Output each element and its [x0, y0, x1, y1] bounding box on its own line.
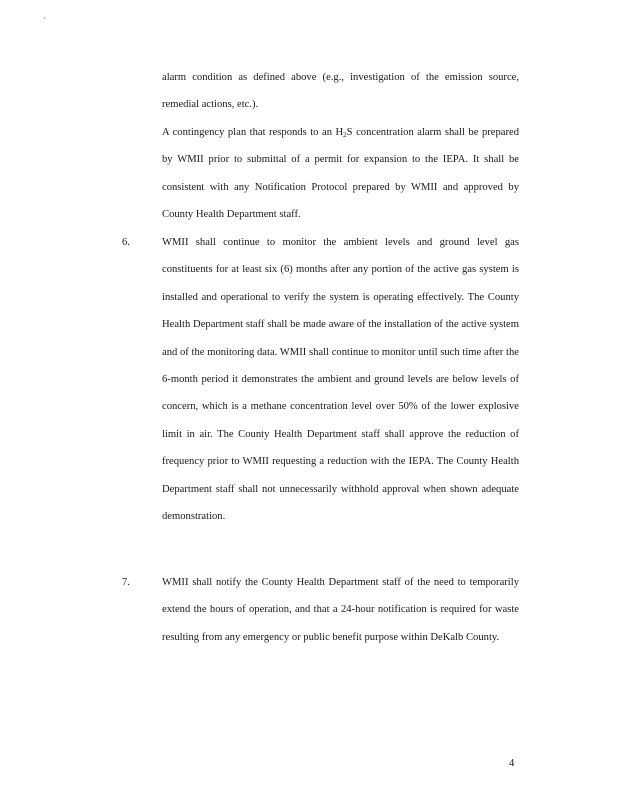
h2s-subscript: 2 — [343, 131, 347, 139]
contingency-text-end: S concentration alarm shall be prepared by WMII prior to submittal of a permit for expansion to the IEPA. It shall be consistent with any Notification Protocol prepared by WMII and approved by County Health Department staff. — [162, 127, 519, 221]
item-6-number: 6. — [122, 237, 130, 248]
continued-paragraph: alarm condition as defined above (e.g., investigation of the emission source, remedial actions, etc.). — [162, 72, 519, 111]
corner-mark: ` — [43, 16, 46, 26]
contingency-plan-paragraph — [162, 119, 519, 229]
page-number: 4 — [509, 758, 515, 769]
item-7-text: WMII shall notify the County Health Department staff of the need to temporarily extend the hours of operation, and that a 24-hour notification is required for waste resulting from any emergency or public benefit purpose within DeKalb County. — [162, 577, 519, 643]
contingency-text-start: A contingency plan that responds to an H — [162, 127, 344, 138]
item-7-number: 7. — [122, 577, 130, 588]
item-6-text: WMII shall continue to monitor the ambient levels and ground level gas constituents for at least six (6) months after any portion of the active gas system is installed and operational to verify the system is operating effectively. The County Health Department staff shall be made aware of the installation of the active system and of the monitoring data. WMII shall continue to monitor until such time after the 6-month period it demonstrates the ambient and ground levels are below levels of concern, which is a methane concentration level over 50% of the lower explosive limit in air. The County Health Department staff shall approve the reduction of frequency prior to WMII requesting a reduction with the IEPA. The County Health Department staff shall not unnecessarily withhold approval when shown adequate demonstration. — [162, 237, 519, 523]
